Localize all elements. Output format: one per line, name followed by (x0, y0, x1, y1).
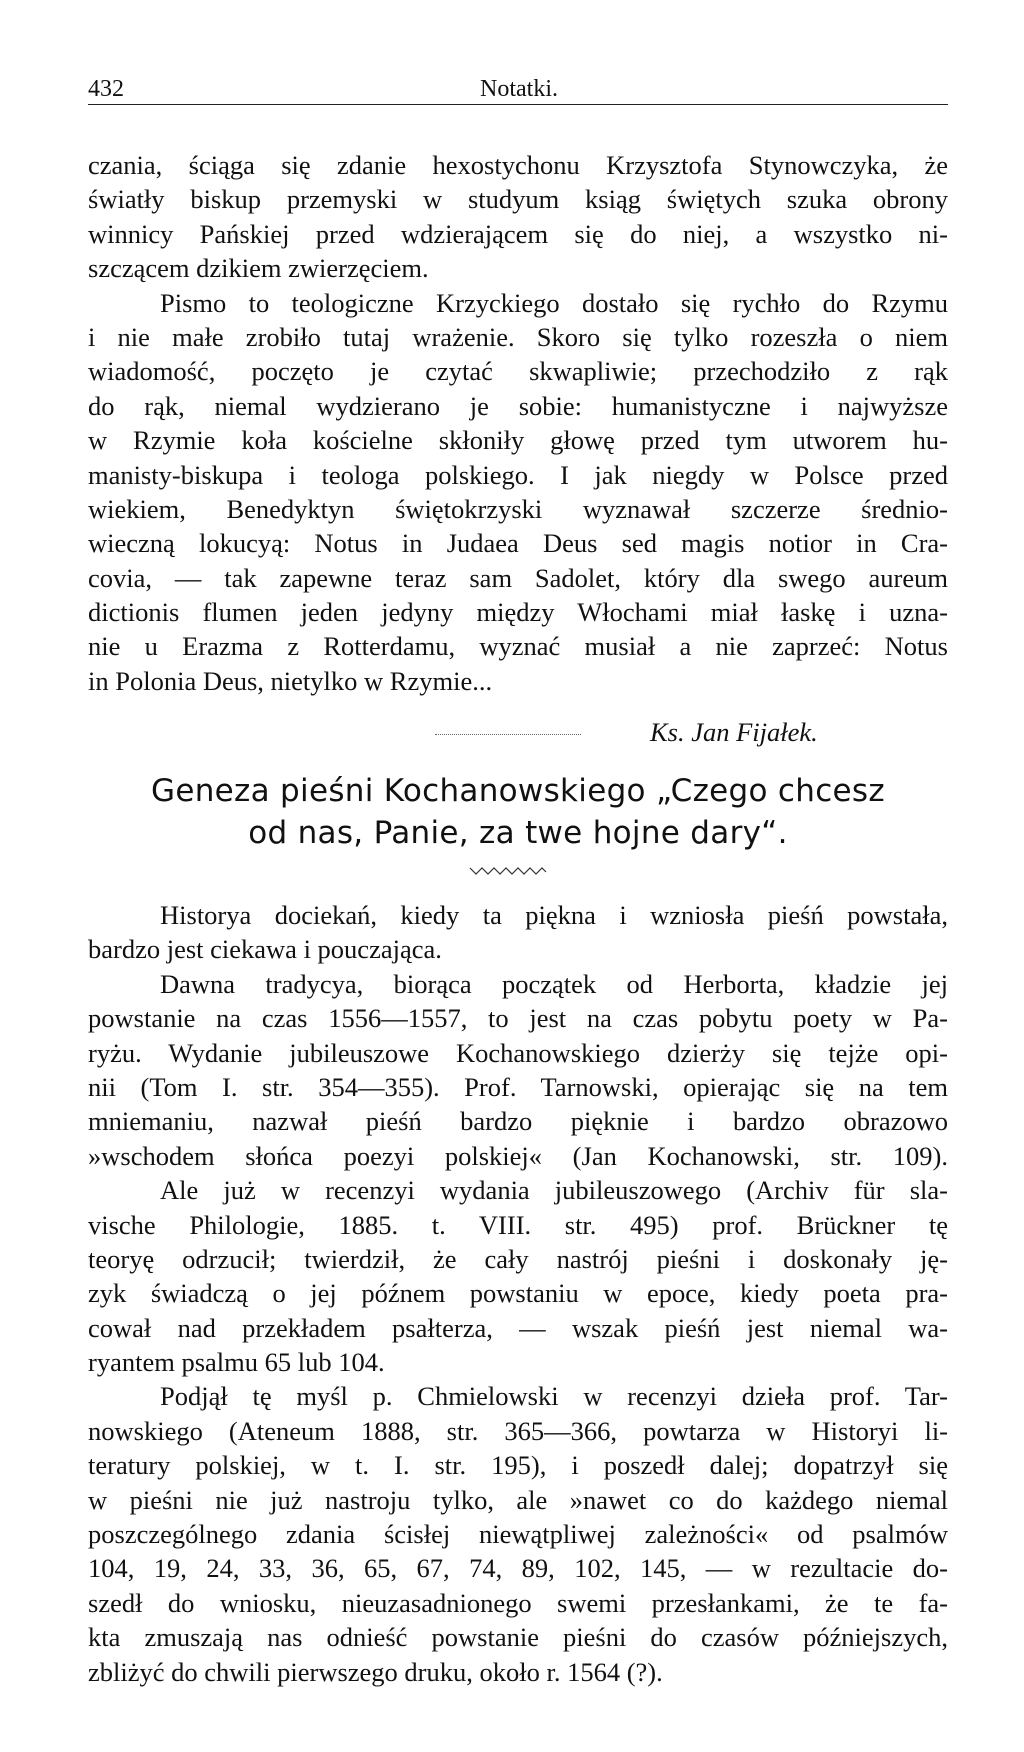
section-title-line: Geneza pieśni Kochanowskiego „Czego chcesz (151, 773, 885, 809)
text-line: i nie małe zrobiło tutaj wrażenie. Skoro się tylko rozeszła o niem (88, 321, 948, 352)
text-line: wiekiem, Benedyktyn świętokrzyski wyznawał szczerze średnio- (88, 493, 948, 524)
text-line: Ale już w recenzyi wydania jubileuszowego (Archiv für sla- (160, 1175, 948, 1206)
text-line: ryżu. Wydanie jubileuszowe Kochanowskiego dzierży się tejże opi- (88, 1037, 948, 1068)
section-title (88, 770, 948, 854)
section-title-line: od nas, Panie, za twe hojne dary“. (248, 815, 788, 851)
text-line: »wschodem słońca poezyi polskiej« (Jan Kochanowski, str. 109). (88, 1140, 948, 1171)
text-line: w Rzymie koła kościelne skłoniły głowę przed tym utworem hu- (88, 425, 948, 456)
text-line: mniemaniu, nazwał pieśń bardzo pięknie i bardzo obrazowo (88, 1106, 948, 1137)
running-head: Notatki. (480, 76, 558, 102)
text-line: manisty-biskupa i teologa polskiego. I jak niegdy w Polsce przed (88, 459, 948, 490)
text-line: covia, — tak zapewne teraz sam Sadolet, który dla swego aureum (88, 562, 948, 593)
text-line: winnicy Pańskiej przed wdzierającem się do niej, a wszystko ni- (88, 218, 948, 249)
text-line: dictionis flumen jeden jedyny między Włochami miał łaskę i uzna- (88, 597, 948, 628)
page-number: 432 (88, 76, 124, 102)
text-line: teratury polskiej, w t. I. str. 195), i poszedł dalej; dopatrzył się (88, 1450, 948, 1481)
text-line: kta zmuszają nas odnieść powstanie pieśni do czasów późniejszych, (88, 1622, 948, 1653)
text-line: in Polonia Deus, nietylko w Rzymie... (88, 665, 493, 696)
text-line: szedł do wniosku, nieuzasadnionego swemi przesłankami, że te fa- (88, 1587, 948, 1618)
text-line: nie u Erazma z Rotterdamu, wyznać musiał a nie zaprzeć: Notus (88, 631, 948, 662)
article-body (88, 898, 948, 1689)
section-divider (435, 734, 581, 735)
text-line: światły biskup przemyski w studyum ksiąg świętych szuka obrony (88, 184, 948, 215)
text-line: wieczną lokucyą: Notus in Judaea Deus sed magis notior in Cra- (88, 528, 948, 559)
text-line: poszczególnego zdania ścisłej niewątpliwej zależności« od psalmów (88, 1519, 948, 1550)
text-line: powstanie na czas 1556—1557, to jest na czas pobytu poety w Pa- (88, 1003, 948, 1034)
text-line: nii (Tom I. str. 354—355). Prof. Tarnowski, opierając się na tem (88, 1071, 948, 1102)
text-line: vische Philologie, 1885. t. VIII. str. 495) prof. Brückner tę (88, 1209, 948, 1240)
text-line: teoryę odrzucił; twierdził, że cały nastrój pieśni i doskonały ję- (88, 1243, 948, 1274)
text-line: do rąk, niemal wydzierano je sobie: humanistyczne i najwyższe (88, 390, 948, 421)
text-line: nowskiego (Ateneum 1888, str. 365—366, powtarza w Historyi li- (88, 1415, 948, 1446)
text-line: zyk świadczą o jej późnem powstaniu w epoce, kiedy poeta pra- (88, 1278, 948, 1309)
signature-block (88, 704, 948, 760)
article-continuation (88, 148, 948, 760)
text-line: wiadomość, poczęto je czytać skwapliwie; przechodziło z rąk (88, 356, 948, 387)
text-line: zbliżyć do chwili pierwszego druku, około r. 1564 (?). (88, 1656, 663, 1687)
text-line: Pismo to teologiczne Krzyckiego dostało się rychło do Rzymu (160, 287, 948, 318)
text-line: cował nad przekładem psałterza, — wszak pieśń jest niemal wa- (88, 1312, 948, 1343)
text-line: bardzo jest ciekawa i pouczająca. (88, 934, 442, 965)
wavy-ornament-icon (468, 864, 548, 878)
text-line: Podjął tę myśl p. Chmielowski w recenzyi dzieła prof. Tar- (160, 1381, 948, 1412)
text-line: czania, ściąga się zdanie hexostychonu Krzysztofa Stynowczyka, że (88, 150, 948, 180)
text-line: 104, 19, 24, 33, 36, 65, 67, 74, 89, 102, 145, — w rezultacie do- (88, 1553, 948, 1584)
text-line: Historya dociekań, kiedy ta piękna i wzniosła pieśń powstała, (160, 900, 948, 930)
text-line: w pieśni nie już nastroju tylko, ale »nawet co do każdego niemal (88, 1484, 948, 1515)
page-header (88, 72, 948, 105)
text-line: ryantem psalmu 65 lub 104. (88, 1347, 385, 1378)
author-signature: Ks. Jan Fijałek. (650, 717, 818, 748)
text-line: szczącem dzikiem zwierzęciem. (88, 253, 429, 284)
text-line: Dawna tradycya, biorąca początek od Herborta, kładzie jej (160, 968, 948, 999)
